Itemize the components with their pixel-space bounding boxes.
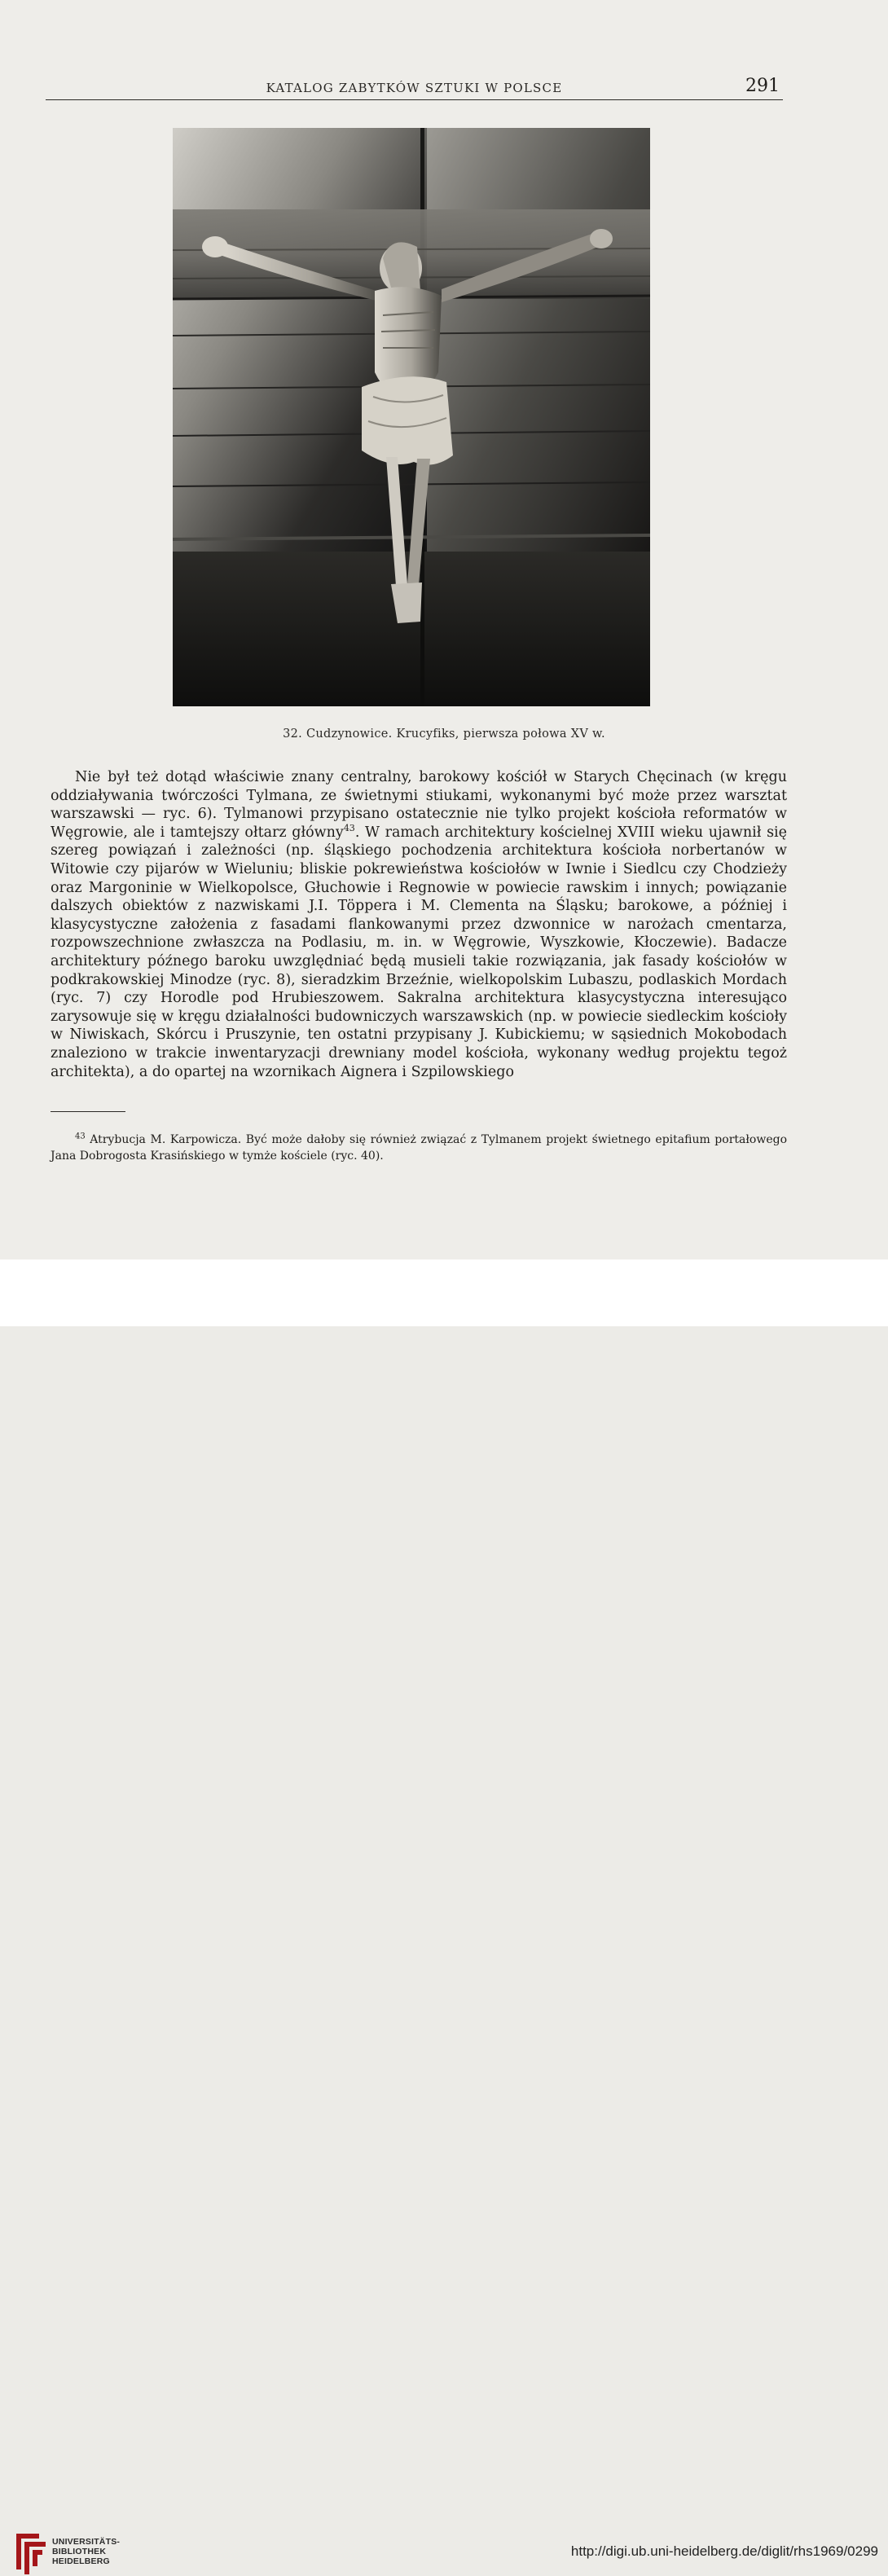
figure-caption: 32. Cudzynowice. Krucyfiks, pierwsza połowa XV w. — [283, 728, 605, 741]
library-name — [52, 2537, 120, 2566]
source-url-link[interactable]: http://digi.ub.uni-heidelberg.de/diglit/rhs1969/0299 — [570, 2543, 878, 2559]
page-number: 291 — [745, 76, 780, 96]
footnote-number: 43 — [75, 1132, 86, 1141]
footnote-paragraph — [51, 1132, 787, 1164]
book-page — [0, 0, 888, 1259]
paragraph-part-2: . W ramach architektury kościelnej XVIII wieku ujawnił się szereg powiązań i zależności (np. śląskiego pochodzenia architektura kościoła norbertanów w Witowie czy pijarów w Wieluniu; bliskie pokrewieństwa kościołów w Iwnie i Siedlcu czy Chodzieży oraz Margoninie w Wielkopolsce, Głuchowie i Regnowie w powiecie rawskim i innych; powiązanie dalszych obiektów z nazwiskami J.I. Töppera i M. Clementa na Śląsku; barokowe, a później i klasycystyczne założenia z fasadami flankowanymi przez dzwonnice w narożach cmentarza, rozpowszechnione zwłaszcza na Podlasiu, m. in. w Węgrowie, Wyszkowie, Kłoczewie). Badacze architektury późnego baroku uwzględniać będą musieli takie rozwiązania, jak fasady kościołów w podkrakowskiej Minodze (ryc. 8), sieradzkim Brzeźnie, wielkopolskim Lubaszu, podlaskich Mordach (ryc. 7) czy Horodle pod Hrubieszowem. Sakralna architektura klasycystyczna interesująco zarysowuje się w kręgu działalności budowniczych warszawskich (np. w powiecie siedleckim kościoły w Niwiskach, Skórcu i Pruszynie, ten ostatni przypisany J. Kubickiemu; w sąsiednich Mokobodach znaleziono w trakcie inwentaryzacji drewniany model kościoła, wykonany według projektu tegoż architekta), a do opartej na wzornikach Aignera i Szpilowskiego — [51, 824, 788, 1080]
running-header — [46, 75, 783, 100]
footnote-divider — [51, 1111, 125, 1112]
digitization-footer — [0, 1259, 888, 2566]
footnote-reference[interactable]: 43 — [343, 822, 355, 833]
crucifix-photo-illustration — [173, 128, 650, 706]
main-text — [51, 768, 787, 1081]
footnote — [51, 1132, 787, 1164]
library-name-line-2: BIBLIOTHEK — [52, 2547, 107, 2556]
footnote-text: Atrybucja M. Karpowicza. Być może dałoby się również związać z Tylmanem projekt świetnego epitafium portałowego Jana Dobrogosta Krasińskiego w tymże kościele (ryc. 40). — [51, 1133, 787, 1163]
library-name-line-3: HEIDELBERG — [52, 2556, 110, 2566]
running-title: KATALOG ZABYTKÓW SZTUKI W POLSCE — [266, 81, 563, 95]
paragraph-part-1: Nie był też dotąd właściwie znany centralny, barokowy kościół w Starych Chęcinach (w kręgu oddziaływania twórczości Tylmana, ze świetnymi stiukami, wykonanymi być może przez warsztat warszawski — ryc. 6). Tylmanowi przypisano ostatecznie nie tylko projekt kościoła reformatów w Węgrowie, ale i tamtejszy ołtarz główny — [51, 769, 787, 841]
library-name-line-1: UNIVERSITÄTS- — [52, 2537, 121, 2547]
main-paragraph — [51, 768, 787, 1081]
crucifix-photograph — [173, 128, 650, 706]
library-logo-icon — [11, 2529, 49, 2576]
